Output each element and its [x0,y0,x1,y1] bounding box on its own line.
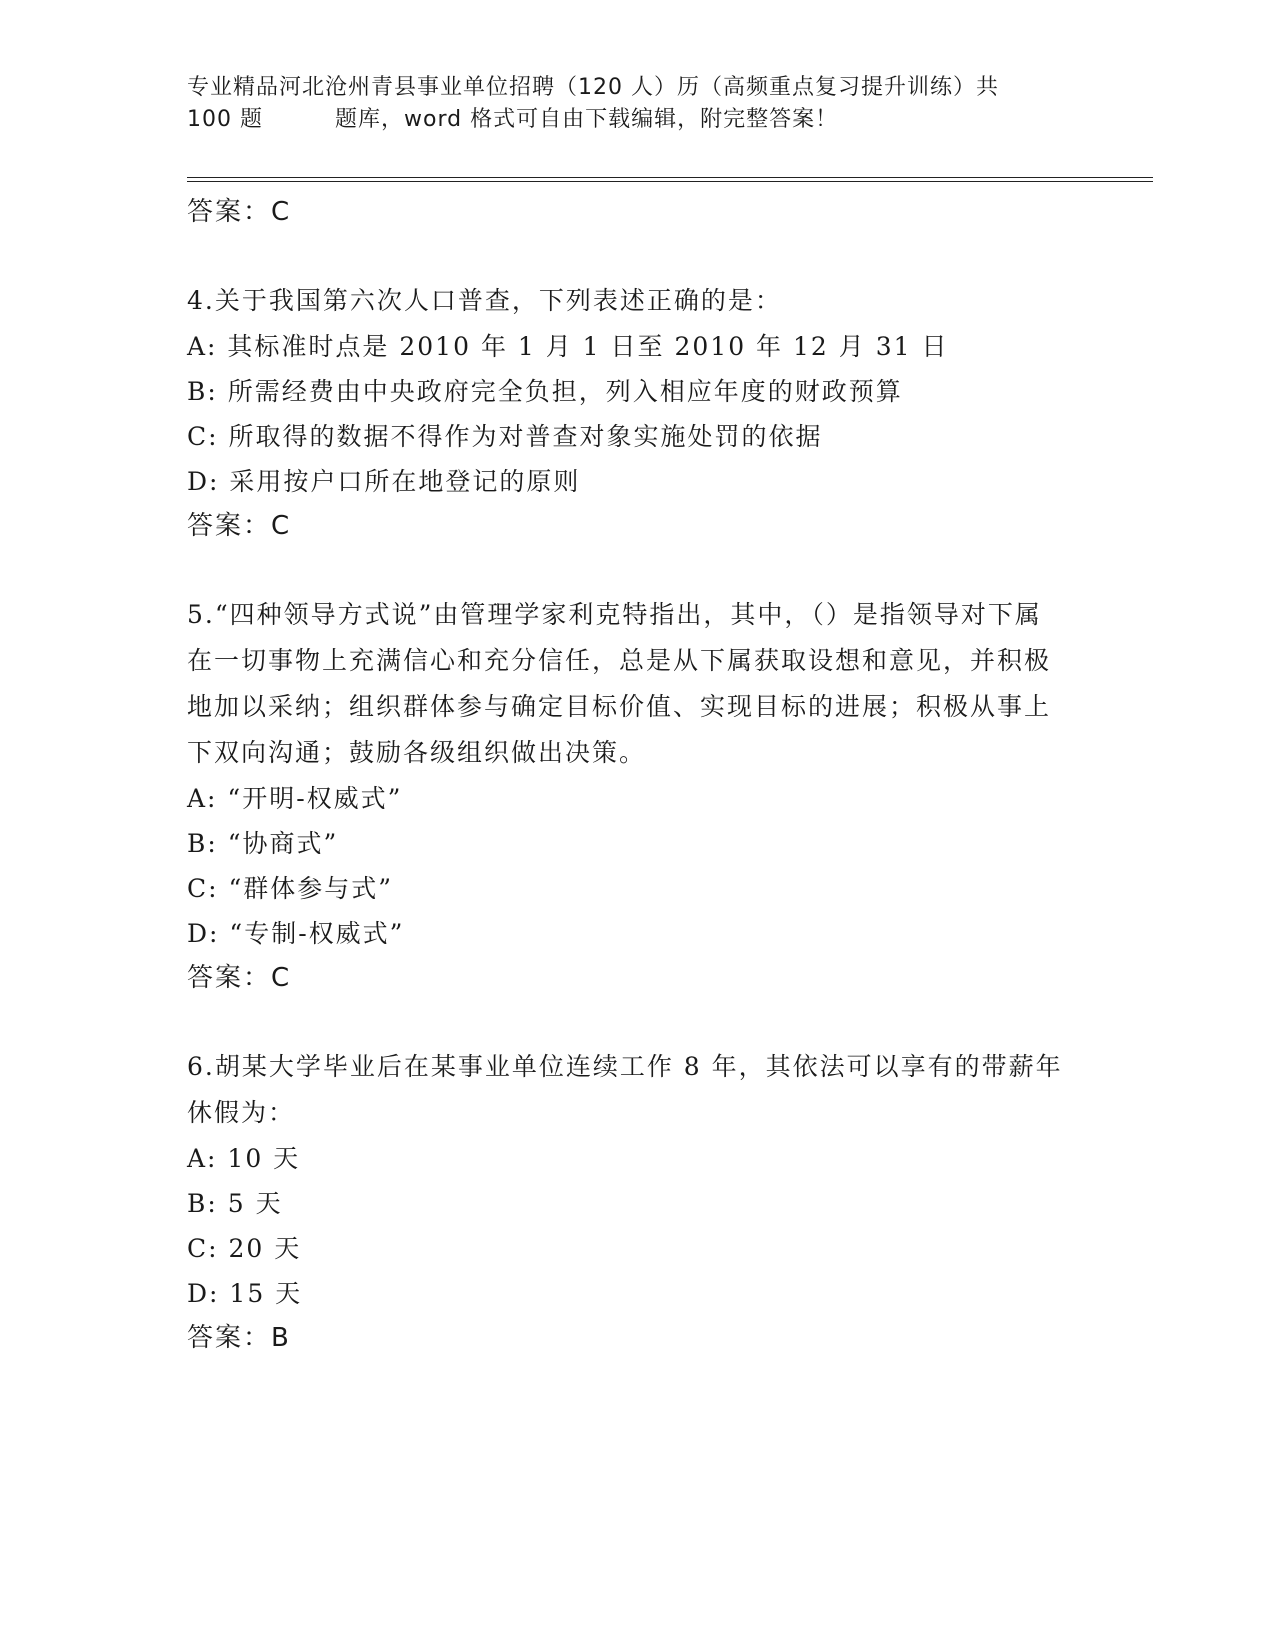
header-divider-top [187,177,1153,178]
document-header [187,72,1067,136]
question-5 [187,592,1067,956]
option-a: A: 其标准时点是 2010 年 1 月 1 日至 2010 年 12 月 31 日 [187,332,949,361]
question-4 [187,278,1067,504]
question-stem: 6.胡某大学毕业后在某事业单位连续工作 8 年，其依法可以享有的带薪年休假为： [187,1052,1063,1127]
option-b: B: 5 天 [187,1189,283,1218]
header-line-2 [187,104,1067,136]
question-5-answer: 答案：C [187,963,292,993]
option-b: B: 所需经费由中央政府完全负担，列入相应年度的财政预算 [187,377,903,406]
previous-answer: 答案：C [187,197,292,227]
question-6 [187,1044,1067,1316]
option-d: D: “专制-权威式” [187,919,405,948]
option-c: C: 20 天 [187,1234,302,1263]
option-d: D: 采用按户口所在地登记的原则 [187,467,581,496]
question-list [187,190,1067,1360]
option-c: C: 所取得的数据不得作为对普查对象实施处罚的依据 [187,422,823,451]
option-c: C: “群体参与式” [187,874,394,903]
header-question-count: 100 题 [187,107,263,132]
header-line-1: 专业精品河北沧州青县事业单位招聘（120 人）历（高频重点复习提升训练）共 [187,75,999,100]
header-divider-bottom [187,181,1153,182]
question-stem: 4.关于我国第六次人口普查，下列表述正确的是： [187,286,782,315]
header-description: 题库，word 格式可自由下载编辑，附完整答案！ [335,107,839,132]
question-stem: 5.“四种领导方式说”由管理学家利克特指出，其中，（）是指领导对下属在一切事物上充满信心和充分信任，总是从下属获取设想和意见，并积极地加以采纳；组织群体参与确定目标价值、实现目标的进展；积极从事上下双向沟通；鼓励各级组织做出决策。 [187,600,1052,767]
option-a: A: 10 天 [187,1144,301,1173]
question-6-answer: 答案：B [187,1323,291,1353]
option-b: B: “协商式” [187,829,339,858]
question-4-answer: 答案：C [187,511,292,541]
option-a: A: “开明-权威式” [187,784,403,813]
option-d: D: 15 天 [187,1279,303,1308]
